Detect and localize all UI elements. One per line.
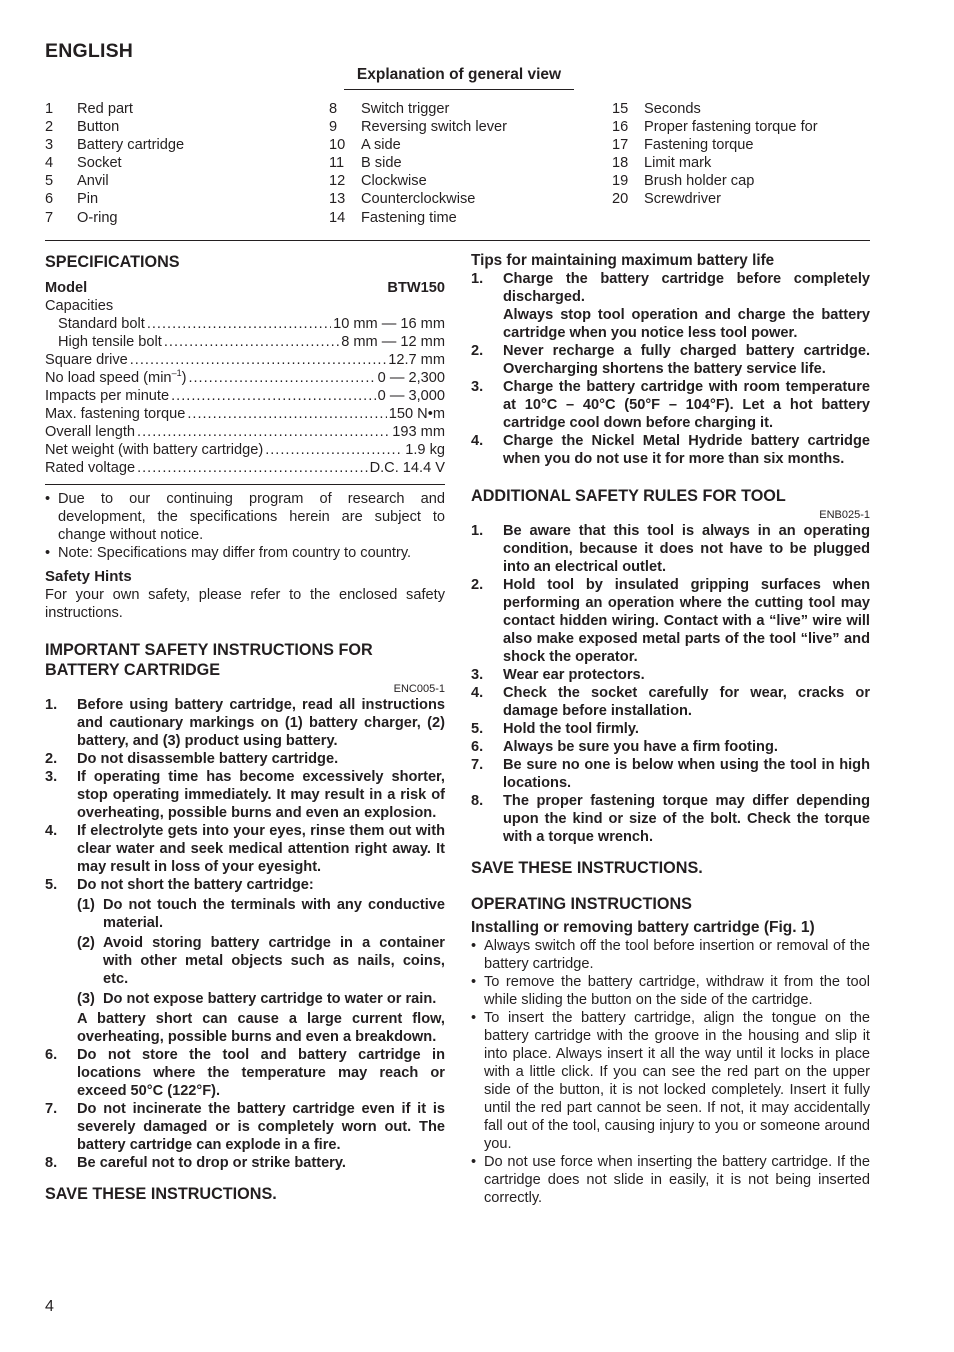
list-item: 1. Charge the battery cartridge before completely discharged. Always stop tool operation and charge the battery cartridge when you notice less tool power. — [471, 271, 870, 341]
part-item: 7 O-ring — [45, 209, 118, 226]
save-instructions-left: SAVE THESE INSTRUCTIONS. — [45, 1185, 277, 1203]
list-item: 8. Be careful not to drop or strike battery. — [45, 1155, 346, 1171]
spec-note: • Due to our continuing program of research and development, the specifications herein are subject to change without notice. — [45, 491, 445, 543]
part-item: 16 Proper fastening torque for — [612, 119, 818, 136]
part-item: 5 Anvil — [45, 173, 109, 190]
part-item: 12 Clockwise — [329, 173, 427, 190]
battery-safety-code: ENC005-1 — [393, 683, 445, 695]
part-item: 17 Fastening torque — [612, 137, 754, 154]
list-item: 7. Do not incinerate the battery cartridge even if it is severely damaged or is completely worn out. The battery cartridge can explode in a fire. — [45, 1101, 445, 1153]
part-item: 13 Counterclockwise — [329, 191, 476, 208]
section-divider — [45, 240, 870, 241]
page-number: 4 — [45, 1298, 54, 1315]
operating-bullet: • Do not use force when inserting the battery cartridge. If the cartridge does not slide in easily, it is not being inserted correctly. — [471, 1154, 870, 1206]
battery-safety-list — [45, 696, 445, 1172]
list-item: 2. Never recharge a fully charged battery cartridge. Overcharging shortens the battery service life. — [471, 343, 870, 377]
spec-row: Standard bolt ..... 10 mm — 16 mm — [45, 315, 445, 333]
safety-hints-text: For your own safety, please refer to the enclosed safety instructions. — [45, 587, 445, 621]
spec-model-row: Model BTW150 — [45, 280, 445, 296]
part-item: 6 Pin — [45, 191, 99, 208]
short-note: A battery short can cause a large current flow, overheating, possible burns and even a breakdown. — [77, 1011, 445, 1045]
part-item: 2 Button — [45, 119, 120, 136]
list-item: 4. Charge the Nickel Metal Hydride battery cartridge when you do not use it for more than six months. — [471, 433, 870, 467]
tips-list — [471, 270, 870, 468]
part-item: 9 Reversing switch lever — [329, 119, 507, 136]
right-column — [471, 252, 870, 1207]
list-item: 4. If electrolyte gets into your eyes, rinse them out with clear water and seek medical attention right away. It may result in loss of your eyesight. — [45, 823, 445, 875]
tips-heading: Tips for maintaining maximum battery life — [471, 252, 775, 269]
parts-list-col-1 — [45, 100, 325, 227]
sub-list-item: (1) Do not touch the terminals with any conductive material. — [77, 897, 445, 931]
part-item: 11 B side — [329, 155, 402, 172]
list-item: 6. Do not store the tool and battery cartridge in locations where the temperature may reach or exceed 50°C (122°F). — [45, 1047, 445, 1099]
spec-divider — [45, 484, 445, 485]
list-item: 2. Hold tool by insulated gripping surfaces when performing an operation where the cutting tool may contact hidden wiring. Contact with a “live” wire will also make exposed metal parts of the tool “live” and shock the operator. — [471, 577, 870, 665]
spec-row: High tensile bolt ..... 8 mm — 12 mm — [45, 333, 445, 351]
specifications-heading: SPECIFICATIONS — [45, 253, 180, 271]
list-item: 5. Do not short the battery cartridge: — [45, 877, 314, 893]
safety-hints-title: Safety Hints — [45, 568, 132, 585]
sub-list-item: (2) Avoid storing battery cartridge in a container with other metal objects such as nails, coins, etc. — [77, 935, 445, 987]
sub-list-item: (3) Do not expose battery cartridge to water or rain. — [77, 991, 437, 1007]
part-item: 18 Limit mark — [612, 155, 712, 172]
capacities-label: Capacities — [45, 298, 114, 314]
parts-list-col-3 — [612, 100, 892, 209]
list-item: 1. Be aware that this tool is always in an operating condition, because it does not have to be plugged into an electrical outlet. — [471, 523, 870, 575]
operating-bullet: • Always switch off the tool before insertion or removal of the battery cartridge. — [471, 938, 870, 972]
list-item: 2. Do not disassemble battery cartridge. — [45, 751, 339, 767]
list-item: 6. Always be sure you have a firm footing. — [471, 739, 778, 755]
operating-bullet: • To insert the battery cartridge, align the tongue on the battery cartridge with the groove in the housing and slip it into place. Always insert it all the way until it locks in place with a little click. If you can see the red part on the upper side of the button, it is not locked completely. Insert it fully until the red part cannot be seen. If not, it may accidentally fall out of the tool, causing injury to you or someone around you. — [471, 1010, 870, 1152]
list-item: 7. Be sure no one is below when using the tool in high locations. — [471, 757, 870, 791]
operating-subheading: Installing or removing battery cartridge (Fig. 1) — [471, 919, 815, 936]
list-item: 3. Charge the battery cartridge with room temperature at 10°C – 40°C (50°F – 104°F). Let a hot battery cartridge cool down before charging it. — [471, 379, 870, 431]
operating-bullet: • To remove the battery cartridge, withdraw it from the tool while sliding the button on the side of the cartridge. — [471, 974, 870, 1008]
list-item: 8. The proper fastening torque may differ depending upon the kind or size of the bolt. Check the torque with a torque wrench. — [471, 793, 870, 845]
general-view-title: Explanation of general view — [344, 65, 574, 90]
spec-row: Square drive ..... 12.7 mm — [45, 351, 445, 369]
part-item: 15 Seconds — [612, 101, 701, 117]
left-column — [45, 252, 445, 1206]
list-item: 3. Wear ear protectors. — [471, 667, 645, 683]
part-item: 8 Switch trigger — [329, 101, 450, 117]
battery-safety-heading: IMPORTANT SAFETY INSTRUCTIONS FOR BATTERY CARTRIDGE — [45, 641, 373, 679]
list-item: 3. If operating time has become excessively shorter, stop operating immediately. It may result in a risk of overheating, possible burns and even an explosion. — [45, 769, 445, 821]
part-item: 19 Brush holder cap — [612, 173, 755, 190]
tool-safety-heading: ADDITIONAL SAFETY RULES FOR TOOL — [471, 487, 786, 505]
part-item: 10 A side — [329, 137, 401, 154]
tool-safety-list — [471, 522, 870, 846]
spec-note: • Note: Specifications may differ from country to country. — [45, 545, 412, 561]
language-heading: ENGLISH — [45, 40, 134, 62]
spec-row: Max. fastening torque ..... 150 N•m — [45, 405, 445, 423]
list-item: 5. Hold the tool firmly. — [471, 721, 639, 737]
tool-safety-code: ENB025-1 — [819, 509, 870, 521]
part-item: 14 Fastening time — [329, 209, 457, 226]
spec-row: Overall length ..... 193 mm — [45, 423, 445, 441]
spec-row: No load speed $(\min^{-1})$ ..... 0 — 2,300 — [45, 369, 445, 387]
spec-row: Net weight (with battery cartridge) ..... 1.9 kg — [45, 441, 445, 459]
part-item: 3 Battery cartridge — [45, 137, 185, 154]
part-item: 20 Screwdriver — [612, 191, 722, 208]
part-item: 4 Socket — [45, 155, 122, 172]
part-item: 1 Red part — [45, 101, 133, 117]
operating-heading: OPERATING INSTRUCTIONS — [471, 895, 692, 913]
parts-list-col-2 — [329, 100, 609, 227]
spec-row: Impacts per minute ..... 0 — 3,000 — [45, 387, 445, 405]
list-item: 1. Before using battery cartridge, read all instructions and cautionary markings on (1) battery charger, (2) battery, and (3) product using battery. — [45, 697, 445, 749]
save-instructions-right: SAVE THESE INSTRUCTIONS. — [471, 859, 703, 877]
spec-row: Rated voltage ..... D.C. 14.4 V — [45, 459, 445, 477]
list-item: 4. Check the socket carefully for wear, cracks or damage before installation. — [471, 685, 870, 719]
